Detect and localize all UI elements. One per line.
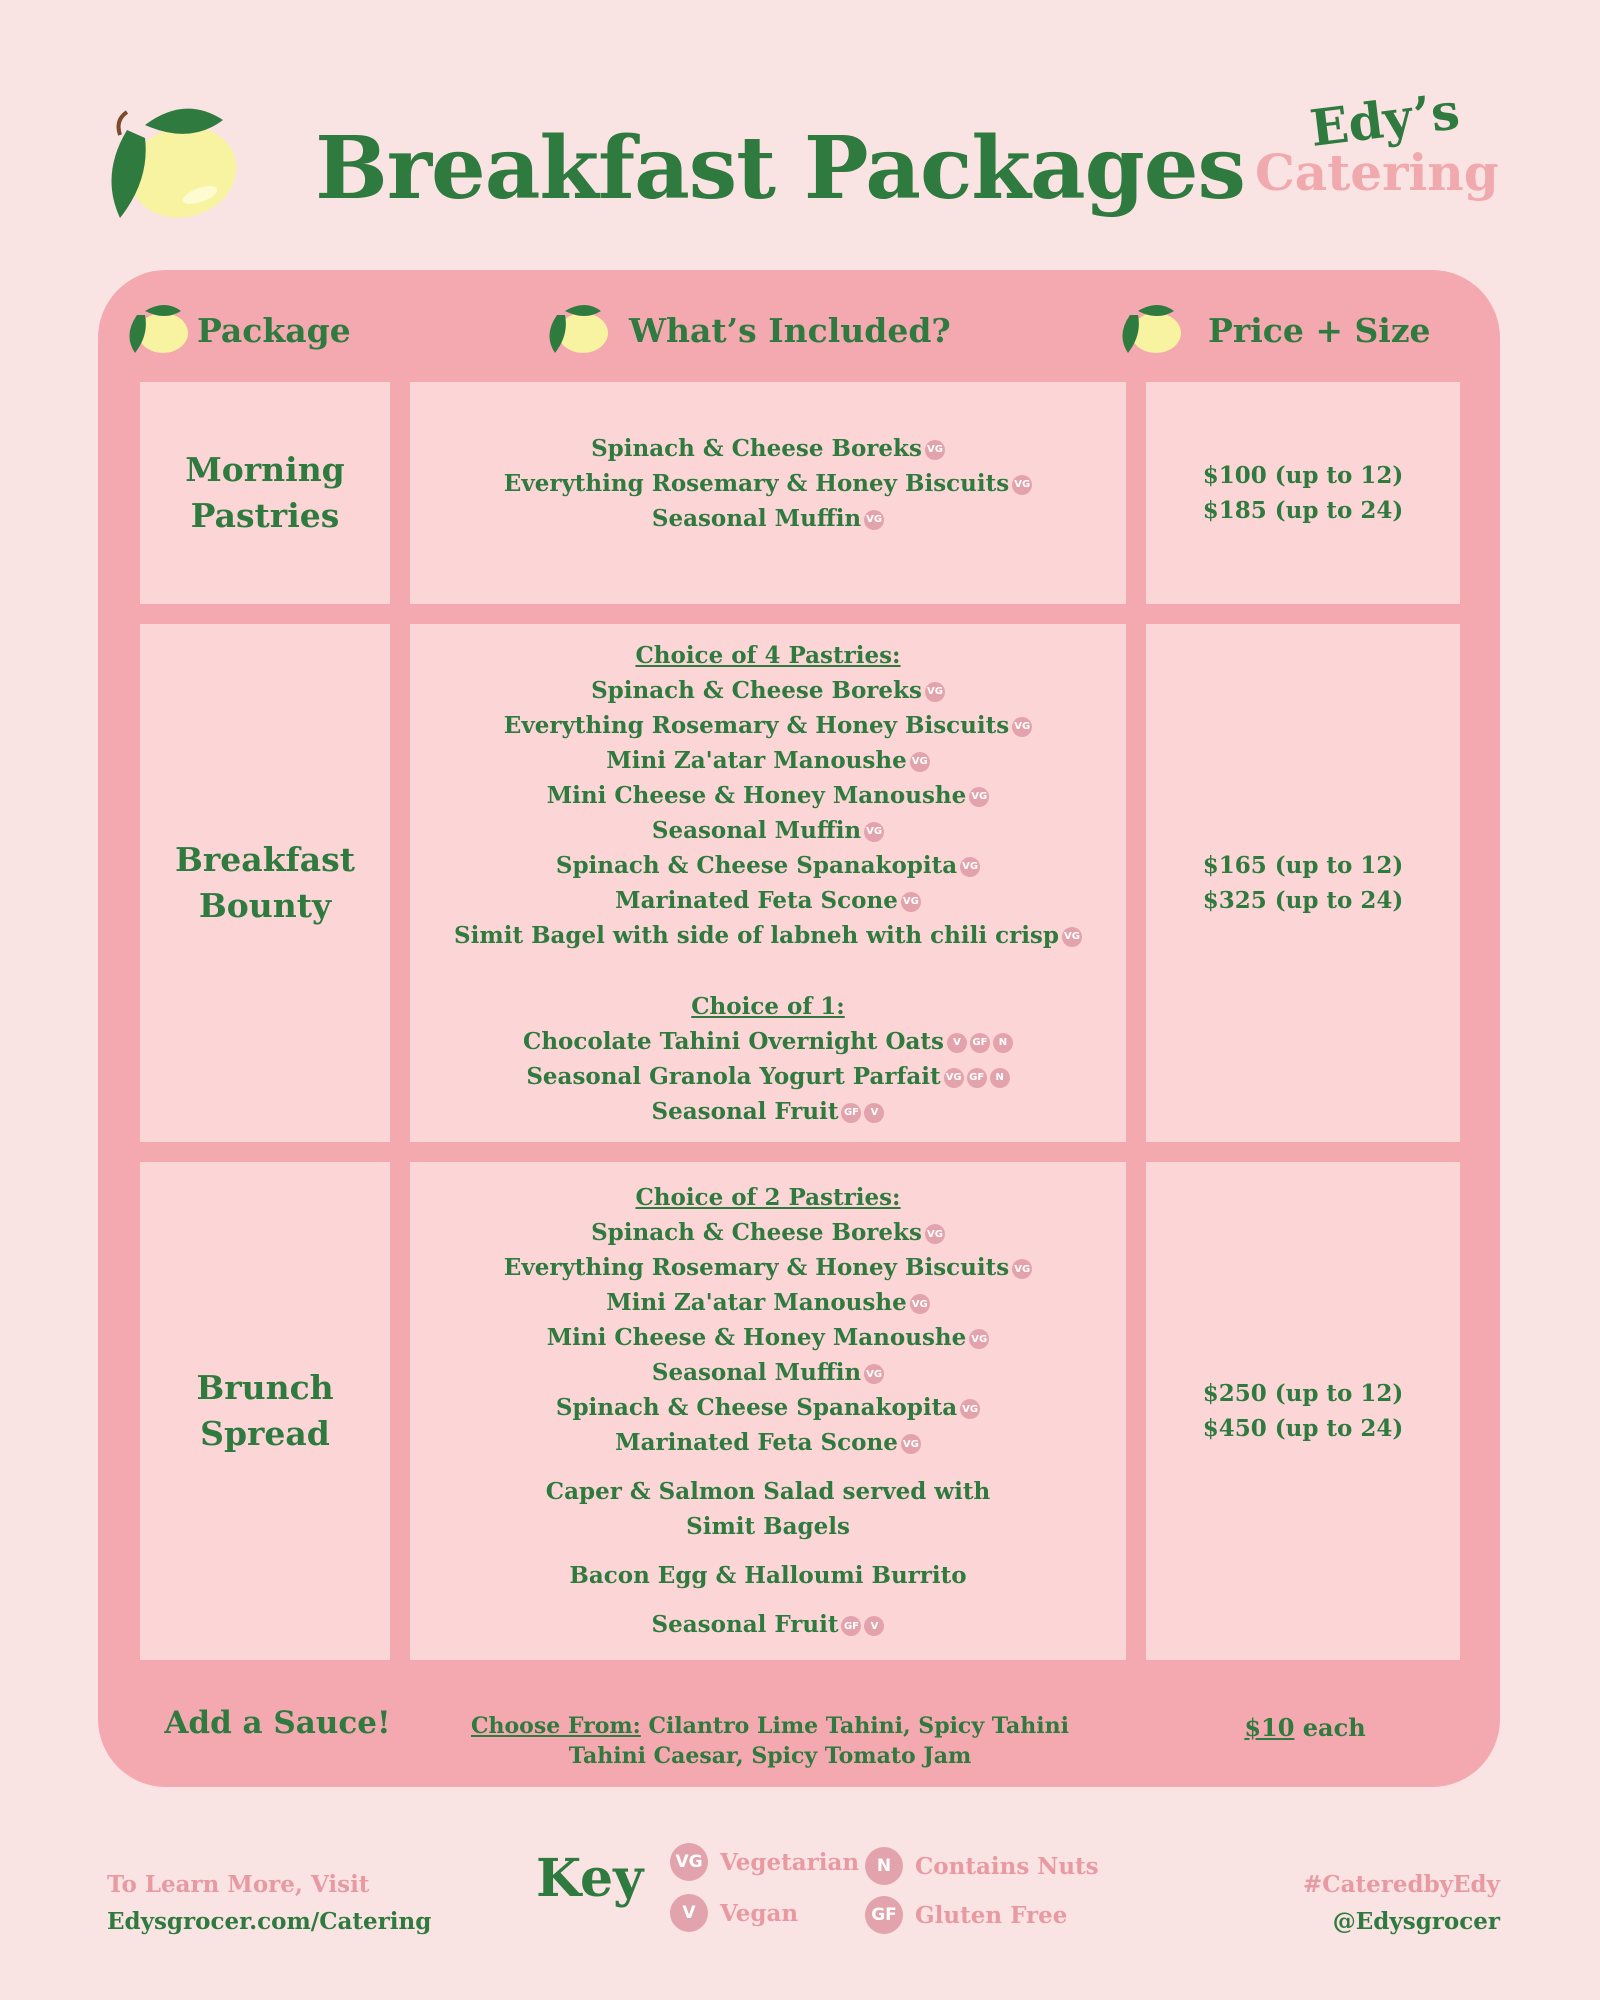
key-item xyxy=(865,1896,1067,1934)
diet-badge: VG xyxy=(1062,927,1082,947)
column-header-label: Package xyxy=(197,310,351,350)
key-label: Gluten Free xyxy=(915,1901,1068,1929)
visit-info xyxy=(107,1866,431,1940)
diet-badge: VG xyxy=(901,892,921,912)
visit-label: To Learn More, Visit xyxy=(107,1871,370,1898)
package-name: Morning xyxy=(185,450,345,489)
sauce-price xyxy=(1145,1713,1465,1742)
menu-item: Simit Bagel with side of labneh with chili crisp VG xyxy=(454,918,1082,953)
diet-badge: VG xyxy=(910,1294,930,1314)
menu-item: Spinach & Cheese Boreks VG xyxy=(591,1215,945,1250)
included-cell xyxy=(410,1162,1126,1660)
diet-badge: VG xyxy=(1012,717,1032,737)
nuts-badge-icon: N xyxy=(865,1847,903,1885)
column-header-label: What’s Included? xyxy=(629,310,951,350)
diet-badge: GF xyxy=(841,1103,861,1123)
hashtag[interactable]: #CateredbyEdy xyxy=(1303,1871,1500,1898)
diet-badge: VG xyxy=(944,1068,964,1088)
sauce-choose-label: Choose From: xyxy=(470,1713,641,1739)
diet-badge: VG xyxy=(925,1224,945,1244)
column-header-label: Price + Size xyxy=(1208,310,1431,350)
menu-item: Seasonal Granola Yogurt Parfait VG GF N xyxy=(526,1059,1009,1094)
gluten-free-badge-icon: GF xyxy=(865,1896,903,1934)
package-name: Spread xyxy=(200,1414,330,1453)
diet-badge: V xyxy=(947,1033,967,1053)
diet-badge: VG xyxy=(1012,1259,1032,1279)
menu-item: Seasonal Fruit GF V xyxy=(652,1094,885,1129)
page-title: Breakfast Packages xyxy=(315,118,1245,219)
vegetarian-badge-icon: VG xyxy=(670,1843,708,1881)
menu-item: Mini Cheese & Honey Manoushe VG xyxy=(547,1320,990,1355)
price-line: $450 (up to 24) xyxy=(1202,1415,1404,1442)
menu-item: Caper & Salmon Salad served with xyxy=(545,1478,991,1505)
sauce-price-value: $10 xyxy=(1244,1713,1295,1742)
menu-item: Spinach & Cheese Boreks VG xyxy=(591,431,945,466)
menu-item: Seasonal Fruit GF V xyxy=(652,1607,885,1642)
menu-item: Simit Bagels xyxy=(686,1513,850,1540)
social-handle[interactable]: @Edysgrocer xyxy=(1332,1908,1500,1935)
menu-item: Seasonal Muffin VG xyxy=(652,813,884,848)
key-label: Vegetarian xyxy=(720,1848,860,1876)
menu-item: Seasonal Muffin VG xyxy=(652,1355,884,1390)
diet-badge: VG xyxy=(864,510,884,530)
diet-badge: V xyxy=(864,1616,884,1636)
key-label: Contains Nuts xyxy=(915,1852,1099,1880)
diet-badge: V xyxy=(864,1103,884,1123)
package-name: Breakfast xyxy=(175,840,355,879)
menu-item: Marinated Feta Scone VG xyxy=(615,1425,921,1460)
social-info xyxy=(1303,1866,1500,1940)
column-header-package xyxy=(125,300,351,360)
menu-item: Spinach & Cheese Spanakopita VG xyxy=(556,1390,980,1425)
key-item xyxy=(670,1843,859,1881)
column-header-price xyxy=(1118,300,1431,360)
package-name: Bounty xyxy=(198,886,332,925)
diet-badge: N xyxy=(990,1068,1010,1088)
package-name-cell xyxy=(140,1162,390,1660)
diet-badge: VG xyxy=(910,752,930,772)
diet-badge: GF xyxy=(841,1616,861,1636)
package-name-cell xyxy=(140,382,390,604)
key-item xyxy=(865,1847,1099,1885)
diet-badge: VG xyxy=(960,857,980,877)
menu-item: Marinated Feta Scone VG xyxy=(615,883,921,918)
price-cell xyxy=(1146,624,1460,1142)
diet-badge: N xyxy=(993,1033,1013,1053)
diet-badge: VG xyxy=(901,1434,921,1454)
menu-item: Spinach & Cheese Boreks VG xyxy=(591,673,945,708)
included-cell xyxy=(410,382,1126,604)
diet-badge: VG xyxy=(925,682,945,702)
key-item xyxy=(670,1894,798,1932)
sauce-options xyxy=(410,1711,1130,1771)
price-cell xyxy=(1146,382,1460,604)
menu-item: Everything Rosemary & Honey Biscuits VG xyxy=(504,466,1032,501)
sauce-label: Add a Sauce! xyxy=(164,1705,391,1741)
sauce-price-suffix: each xyxy=(1294,1713,1366,1742)
diet-badge: VG xyxy=(969,1329,989,1349)
choice-heading: Choice of 2 Pastries: xyxy=(635,1184,901,1211)
menu-item: Mini Cheese & Honey Manoushe VG xyxy=(547,778,990,813)
package-name: Pastries xyxy=(190,496,340,535)
price-line: $250 (up to 12) xyxy=(1202,1380,1404,1407)
menu-item: Everything Rosemary & Honey Biscuits VG xyxy=(504,1250,1032,1285)
website-link[interactable]: Edysgrocer.com/Catering xyxy=(107,1908,432,1935)
package-name-cell xyxy=(140,624,390,1142)
lemon-icon xyxy=(545,301,609,359)
menu-item: Mini Za'atar Manoushe VG xyxy=(606,743,929,778)
menu-item: Everything Rosemary & Honey Biscuits VG xyxy=(504,708,1032,743)
diet-badge: VG xyxy=(960,1399,980,1419)
diet-badge: VG xyxy=(925,440,945,460)
diet-badge: VG xyxy=(864,822,884,842)
menu-item: Bacon Egg & Halloumi Burrito xyxy=(569,1562,967,1589)
diet-badge: VG xyxy=(969,787,989,807)
choice-heading: Choice of 4 Pastries: xyxy=(635,641,901,669)
sauce-line: Cilantro Lime Tahini, Spicy Tahini xyxy=(640,1713,1069,1739)
key-title: Key xyxy=(536,1848,644,1909)
diet-badge: VG xyxy=(1012,475,1032,495)
choice-heading: Choice of 1: xyxy=(691,992,845,1020)
menu-item: Chocolate Tahini Overnight Oats V GF N xyxy=(523,1024,1013,1059)
vegan-badge-icon: V xyxy=(670,1894,708,1932)
included-cell xyxy=(410,624,1126,1142)
price-line: $325 (up to 24) xyxy=(1202,887,1404,914)
key-label: Vegan xyxy=(720,1899,799,1927)
package-name: Brunch xyxy=(196,1368,334,1407)
diet-badge: GF xyxy=(970,1033,990,1053)
lemon-icon xyxy=(1118,301,1182,359)
price-cell xyxy=(1146,1162,1460,1660)
diet-badge: GF xyxy=(967,1068,987,1088)
price-line: $165 (up to 12) xyxy=(1202,852,1404,879)
price-line: $185 (up to 24) xyxy=(1202,497,1404,524)
column-header-included xyxy=(545,300,951,360)
brand-line2: Catering xyxy=(1255,143,1499,202)
menu-item: Spinach & Cheese Spanakopita VG xyxy=(556,848,980,883)
sauce-line: Tahini Caesar, Spicy Tomato Jam xyxy=(568,1743,972,1769)
menu-item: Seasonal Muffin VG xyxy=(652,501,884,536)
brand-line1: Edy’s xyxy=(1307,81,1463,158)
price-line: $100 (up to 12) xyxy=(1202,462,1404,489)
lemon-icon xyxy=(125,301,189,359)
menu-item: Mini Za'atar Manoushe VG xyxy=(606,1285,929,1320)
diet-badge: VG xyxy=(864,1364,884,1384)
brand-logo xyxy=(1255,81,1499,202)
